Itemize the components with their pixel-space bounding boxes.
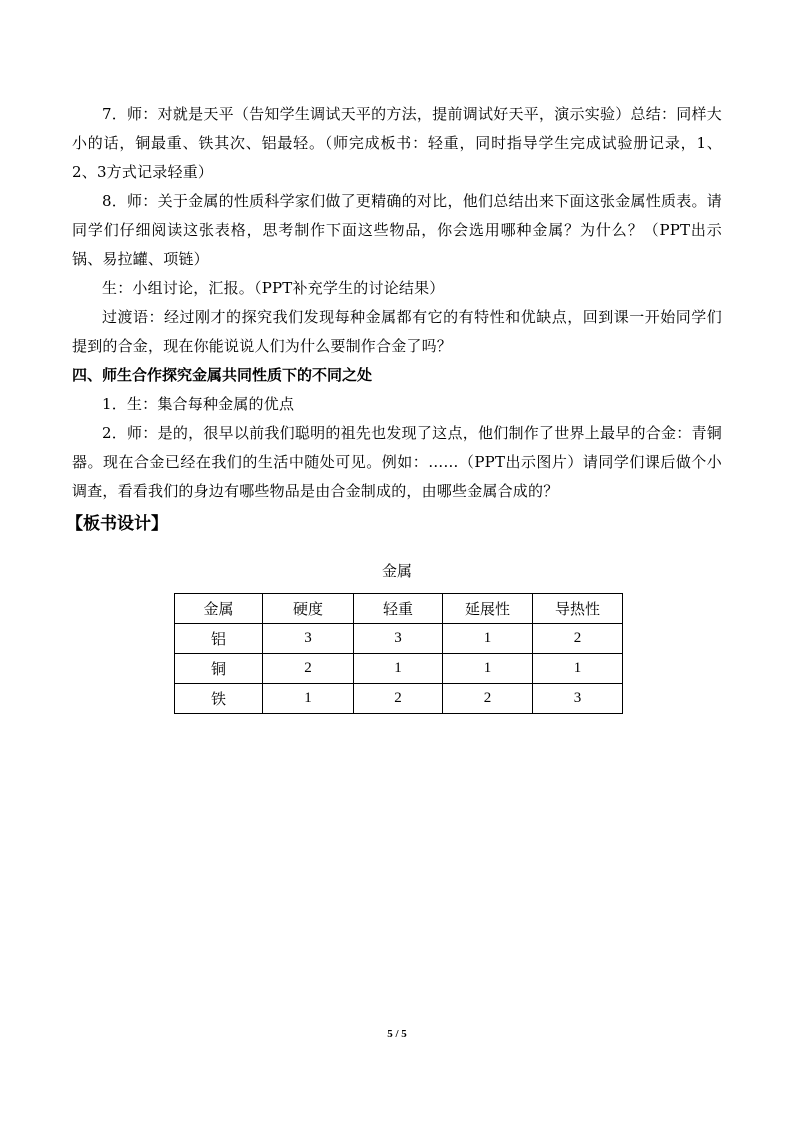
- table-cell: 2: [443, 684, 533, 714]
- table-cell: 铜: [175, 654, 263, 684]
- table-cell: 1: [443, 654, 533, 684]
- table-header-cell: 延展性: [443, 594, 533, 624]
- paragraph-8: 8．师：关于金属的性质科学家们做了更精确的对比，他们总结出来下面这张金属性质表。请同学们仔细阅读这张表格，思考制作下面这些物品，你会选用哪种金属？为什么？（PPT出示锅、易拉罐、项链）: [72, 192, 722, 268]
- table-header-cell: 轻重: [354, 594, 443, 624]
- paragraph-student-1: 1．生：集合每种金属的优点: [102, 395, 295, 413]
- paragraph-teacher-2: 2．师：是的，很早以前我们聪明的祖先也发现了这点，他们制作了世界上最早的合金：青铜器。现在合金已经在我们的生活中随处可见。例如：……（PPT出示图片）请同学们课后做个小调查，看看我们的身边有哪些物品是由合金制成的，由哪些金属合成的？: [72, 424, 722, 500]
- table-cell: 3: [533, 684, 623, 714]
- document-body: [66, 100, 722, 714]
- table-cell: 3: [263, 624, 354, 654]
- paragraph-transition: 过渡语：经过刚才的探究我们发现每种金属都有它的有特性和优缺点，回到课一开始同学们提到的合金，现在你能说说人们为什么要制作合金了吗？: [72, 308, 722, 355]
- table-cell: 1: [354, 654, 443, 684]
- table-cell: 1: [533, 654, 623, 684]
- table-row: [175, 654, 623, 684]
- table-header-cell: 金属: [175, 594, 263, 624]
- table-cell: 1: [443, 624, 533, 654]
- table-cell: 铝: [175, 624, 263, 654]
- section-heading: 四、师生合作探究金属共同性质下的不同之处: [72, 366, 373, 384]
- page-number: 5 / 5: [387, 1028, 407, 1040]
- table-cell: 1: [263, 684, 354, 714]
- table-header-cell: 导热性: [533, 594, 623, 624]
- table-row: [175, 624, 623, 654]
- metal-properties-table: [174, 593, 623, 714]
- table-cell: 2: [533, 624, 623, 654]
- table-cell: 2: [263, 654, 354, 684]
- table-cell: 2: [354, 684, 443, 714]
- board-design-heading: 【板书设计】: [66, 514, 168, 534]
- paragraph-student-discussion: 生：小组讨论，汇报。（PPT补充学生的讨论结果）: [102, 279, 445, 297]
- paragraph-7: 7．师：对就是天平（告知学生调试天平的方法，提前调试好天平，演示实验）总结：同样大小的话，铜最重、铁其次、铝最轻。（师完成板书：轻重，同时指导学生完成试验册记录，1、2、3方式记录轻重）: [72, 105, 722, 181]
- table-cell: 3: [354, 624, 443, 654]
- table-header-row: [175, 594, 623, 624]
- table-title: 金属: [381, 562, 412, 580]
- table-header-cell: 硬度: [263, 594, 354, 624]
- table-row: [175, 684, 623, 714]
- table-cell: 铁: [175, 684, 263, 714]
